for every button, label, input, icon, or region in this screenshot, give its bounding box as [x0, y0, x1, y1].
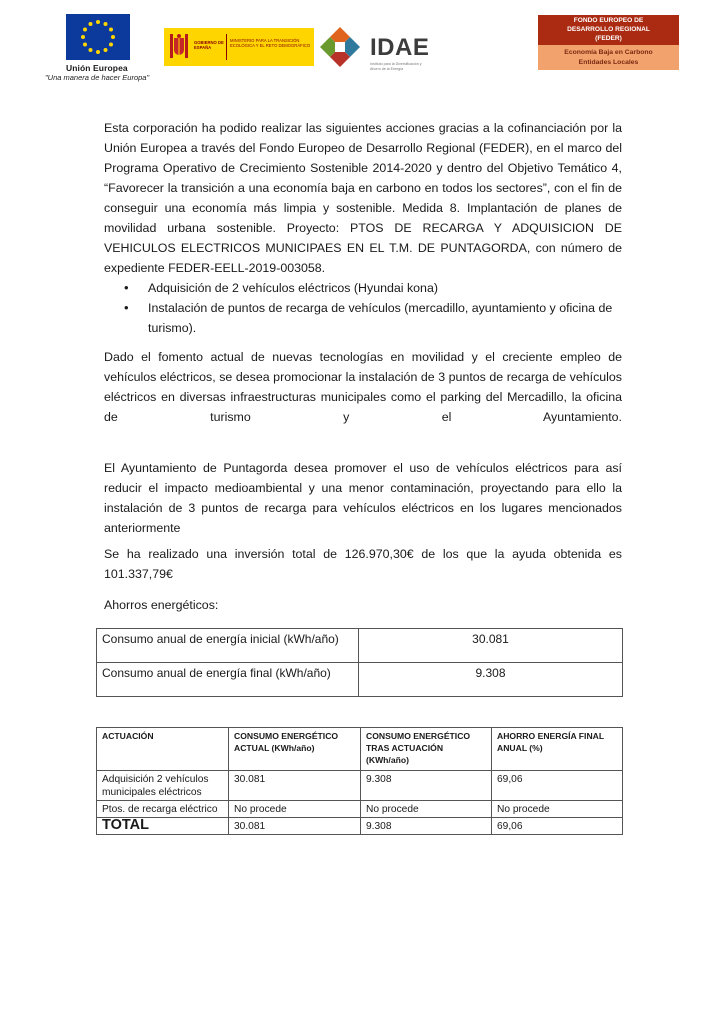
- table-cell: No procede: [492, 801, 623, 818]
- feder-line: Economía Baja en Carbono: [564, 49, 653, 56]
- feder-line: (FEDER): [595, 35, 622, 42]
- table-header-row: [97, 728, 623, 771]
- total-label: TOTAL: [97, 818, 229, 835]
- purpose-paragraph: El Ayuntamiento de Puntagorda desea promover el uso de vehículos eléctricos para así reducir el impacto medioambiental y una menor contaminación, proyectando para ello la instalación de 3 puntos de recarga para vehículos eléctricos en los lugares mencionados anteriormente: [104, 461, 622, 535]
- feder-logo: [538, 15, 679, 70]
- table-cell: 30.081: [359, 629, 623, 663]
- table-cell: 9.308: [361, 818, 492, 835]
- table-cell: No procede: [229, 801, 361, 818]
- gov-department: MINISTERIO PARA LA TRANSICIÓN ECOLÓGICA Y EL RETO DEMOGRÁFICO: [230, 38, 311, 48]
- table-cell: 9.308: [361, 771, 492, 801]
- column-header: CONSUMO ENERGÉTICO TRAS ACTUACIÓN (KWh/año): [361, 728, 492, 771]
- idae-logo: [314, 22, 429, 76]
- column-header: AHORRO ENERGÍA FINAL ANUAL (%): [492, 728, 623, 771]
- government-logo: [164, 28, 314, 66]
- savings-heading: Ahorros energéticos:: [104, 598, 219, 612]
- feder-line: DESARROLLO REGIONAL: [567, 26, 650, 33]
- eu-flag-icon: [66, 14, 130, 60]
- gov-ministry: GOBIERNO DE ESPAÑA: [194, 40, 224, 50]
- table-cell: No procede: [361, 801, 492, 818]
- eu-name: Unión Europea: [66, 63, 128, 73]
- eu-motto: "Una manera de hacer Europa": [45, 73, 150, 82]
- table-cell: Consumo anual de energía final (kWh/año): [97, 663, 359, 697]
- table-row: [97, 663, 623, 697]
- table-row: [97, 771, 623, 801]
- coat-of-arms-icon: [168, 32, 190, 62]
- table-row: [97, 629, 623, 663]
- table-cell: Consumo anual de energía inicial (kWh/año): [97, 629, 359, 663]
- list-item: • Instalación de puntos de recarga de vehículos (mercadillo, ayuntamiento y oficina de turismo).: [124, 298, 624, 338]
- idae-name: IDAE: [370, 34, 430, 61]
- table-cell: 30.081: [229, 771, 361, 801]
- idae-subtitle: Instituto para la Diversificación y Ahorro de la Energía: [370, 62, 422, 71]
- table-cell: 69,06: [492, 771, 623, 801]
- actions-table: [96, 727, 623, 835]
- actions-list: [124, 278, 624, 338]
- eu-logo: [45, 14, 155, 82]
- table-cell: Adquisición 2 vehículos municipales eléctricos: [97, 771, 229, 801]
- column-header: ACTUACIÓN: [97, 728, 229, 771]
- context-paragraph: Dado el fomento actual de nuevas tecnologías en movilidad y el creciente empleo de vehículos eléctricos, se desea promocionar la instalación de 3 puntos de recarga de vehículos eléctricos en diversas infraestructuras municipales como el parking del Mercadillo, la oficina de turismo y el Ayuntamiento.: [104, 350, 622, 424]
- table-cell: Ptos. de recarga eléctrico: [97, 801, 229, 818]
- gov-separator: [226, 34, 227, 60]
- table-cell: 69,06: [492, 818, 623, 835]
- table-row-total: [97, 818, 623, 835]
- feder-title-box: [538, 15, 679, 45]
- feder-line: FONDO EUROPEO DE: [573, 17, 644, 24]
- table-row: [97, 801, 623, 818]
- list-item: • Adquisición de 2 vehículos eléctricos (Hyundai kona): [124, 278, 624, 298]
- energy-table: [96, 628, 623, 697]
- feder-program-box: [538, 45, 679, 70]
- feder-line: Entidades Locales: [578, 59, 639, 66]
- intro-paragraph: Esta corporación ha podido realizar las siguientes acciones gracias a la cofinanciación por la Unión Europea a través del Fondo Europeo de Desarrollo Regional (FEDER), en el marco del Programa Operativo de Crecimiento Sostenible 2014-2020 y dentro del Objetivo Temático 4, “Favorecer la transición a una economía baja en carbono en todos los sectores”, con el fin de conseguir una economía más limpia y sostenible. Medida 8. Implantación de planes de movilidad urbana sostenible. Proyecto: PTOS DE RECARGA Y ADQUISICION DE VEHICULOS ELECTRICOS MUNICIPAES EN EL T.M. DE PUNTAGORDA, con número de expediente FEDER-EELL-2019-003058.: [104, 121, 622, 275]
- column-header: CONSUMO ENERGÉTICO ACTUAL (KWh/año): [229, 728, 361, 771]
- idae-emblem-icon: [314, 24, 366, 74]
- table-cell: 30.081: [229, 818, 361, 835]
- table-cell: 9.308: [359, 663, 623, 697]
- investment-paragraph: Se ha realizado una inversión total de 126.970,30€ de los que la ayuda obtenida es 101.337,79€: [104, 547, 622, 581]
